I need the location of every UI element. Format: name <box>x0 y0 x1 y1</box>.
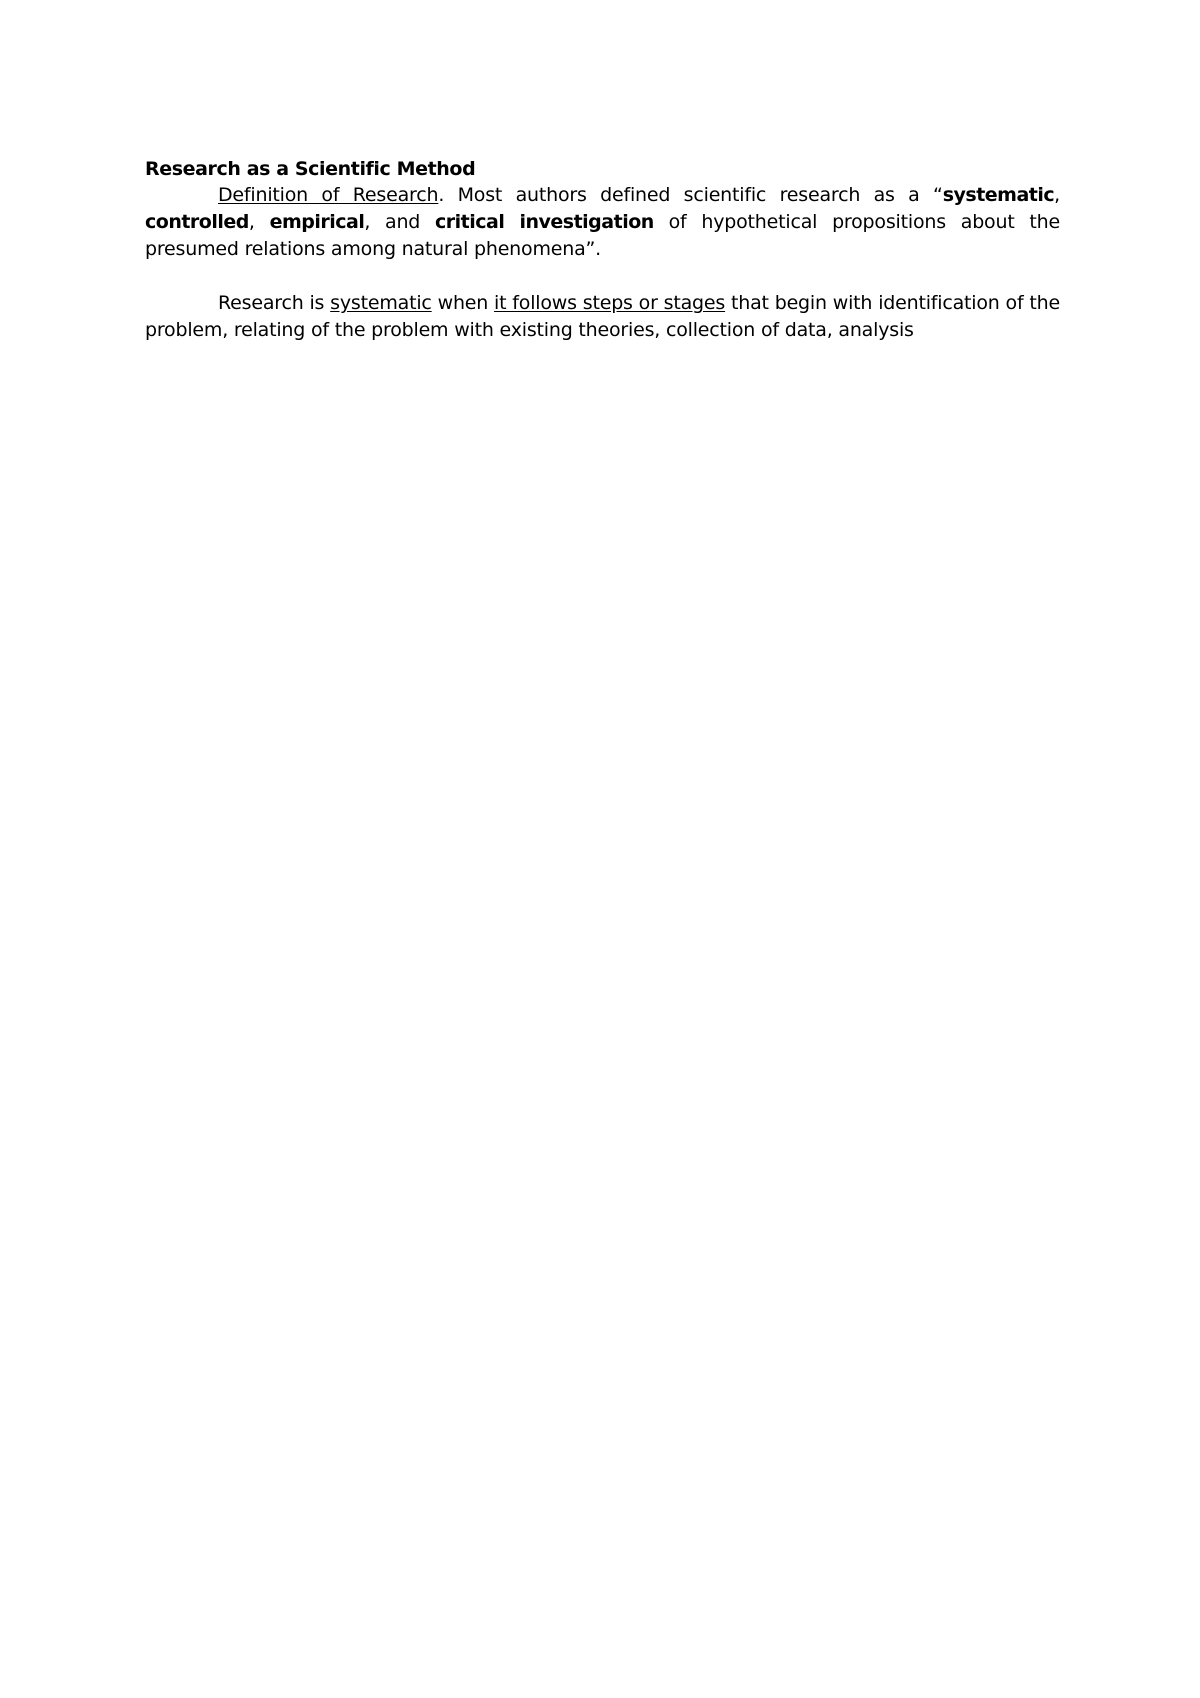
underlined-systematic: systematic <box>330 292 432 314</box>
section-heading: Research as a Scientific Method <box>145 158 476 180</box>
systematic-paragraph <box>145 290 1060 344</box>
bold-term-empirical: empirical <box>269 211 365 233</box>
text-run: , <box>248 211 270 233</box>
bold-term-systematic: systematic <box>942 184 1055 206</box>
text-run: , and <box>364 211 436 233</box>
bold-term-controlled: controlled <box>145 211 249 233</box>
text-run: , <box>1054 184 1060 206</box>
definition-paragraph <box>145 182 1060 263</box>
text-run: of hypothetical propositions about the presumed relations among natural phenomena”. <box>145 211 1060 260</box>
bold-term-critical-investigation: critical investigation <box>435 211 654 233</box>
definition-term: Definition of Research <box>218 184 439 206</box>
text-run: . Most authors defined scientific research as a “ <box>438 184 943 206</box>
text-run: when <box>431 292 495 314</box>
text-run: Research is <box>218 292 331 314</box>
text-run: that begin with identification of the problem, relating of the problem with existing theories, collection of data, analysis <box>145 292 1060 341</box>
document-body <box>145 156 1060 344</box>
underlined-steps: it follows steps or stages <box>494 292 726 314</box>
